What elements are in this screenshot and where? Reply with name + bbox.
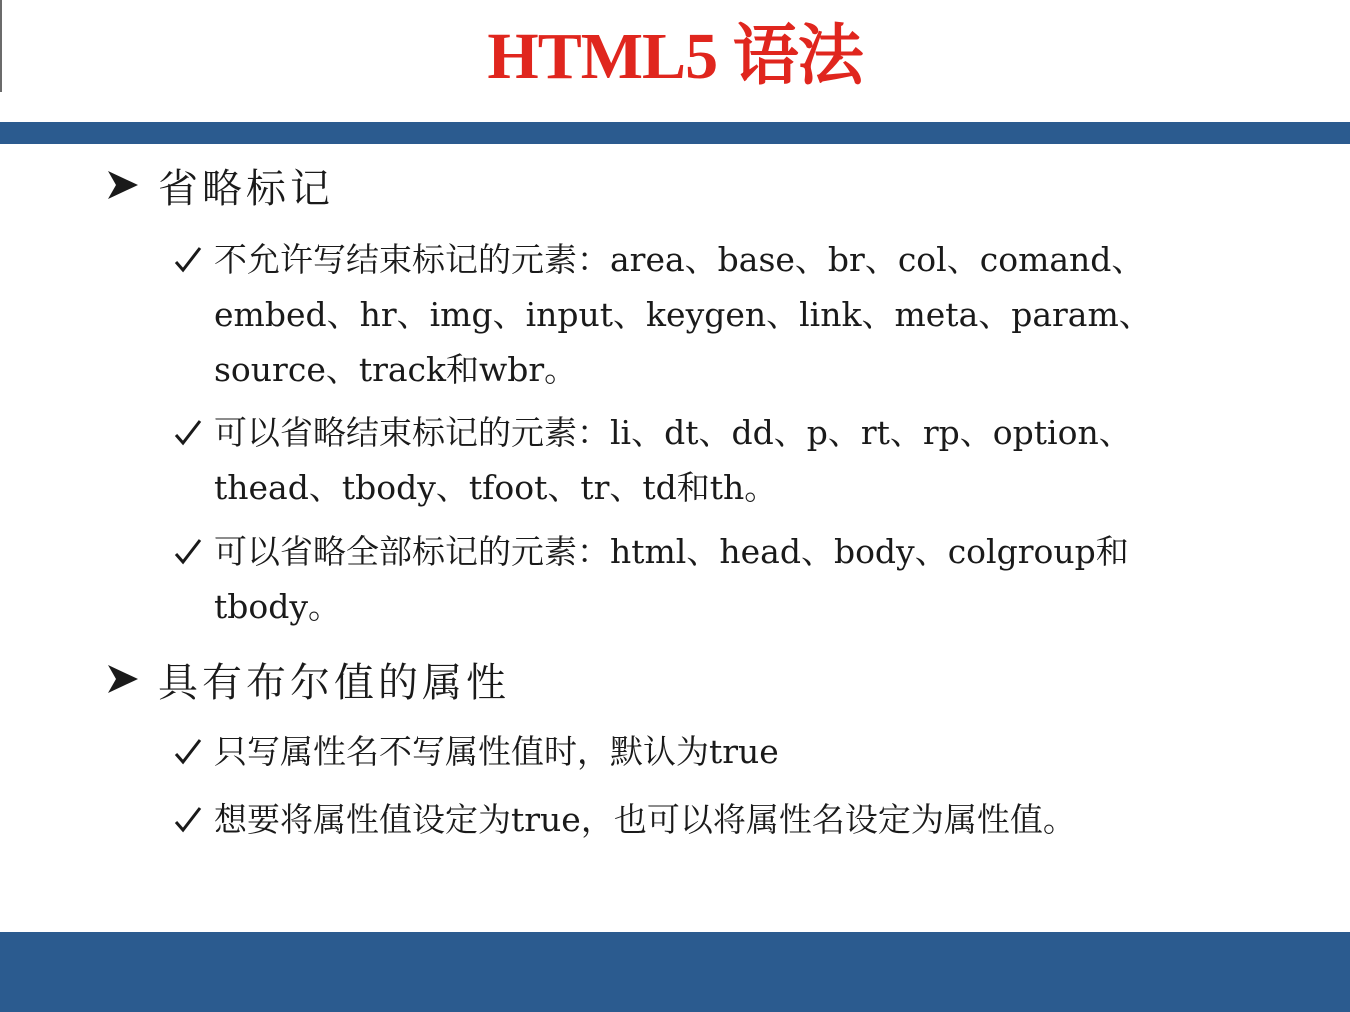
slide-title: HTML5 语法 xyxy=(487,20,863,93)
list-item xyxy=(170,792,1260,847)
list-item-text: 可以省略全部标记的元素：html、head、body、colgroup和tbody。 xyxy=(214,532,1129,626)
list-item-text: 不允许写结束标记的元素：area、base、br、col、comand、embed、hr、img、input、keygen、link、meta、param、source、track和wbr。 xyxy=(214,240,1152,389)
list-item xyxy=(170,724,1260,779)
arrow-bullet-icon xyxy=(104,165,142,205)
list-item xyxy=(170,232,1260,397)
checkmark-icon xyxy=(170,730,206,774)
checkmark-icon xyxy=(170,530,206,574)
list-item-text: 只写属性名不写属性值时，默认为true xyxy=(214,732,779,771)
checkmark-icon xyxy=(170,238,206,282)
section-heading-text: 具有布尔值的属性 xyxy=(158,659,510,706)
section-heading-boolean-attributes xyxy=(104,654,510,704)
header-divider-bar xyxy=(0,122,1350,144)
section-heading-omitted-tags xyxy=(104,160,334,210)
footer-bar xyxy=(0,932,1350,1012)
list-item-text: 可以省略结束标记的元素：li、dt、dd、p、rt、rp、option、thead、tbody、tfoot、tr、td和th。 xyxy=(214,413,1132,507)
section-heading-text: 省略标记 xyxy=(158,165,334,212)
list-item xyxy=(170,524,1260,634)
list-item xyxy=(170,405,1260,515)
list-item-text: 想要将属性值设定为true，也可以将属性名设定为属性值。 xyxy=(214,800,1076,839)
checkmark-icon xyxy=(170,411,206,455)
checkmark-icon xyxy=(170,798,206,842)
arrow-bullet-icon xyxy=(104,659,142,699)
